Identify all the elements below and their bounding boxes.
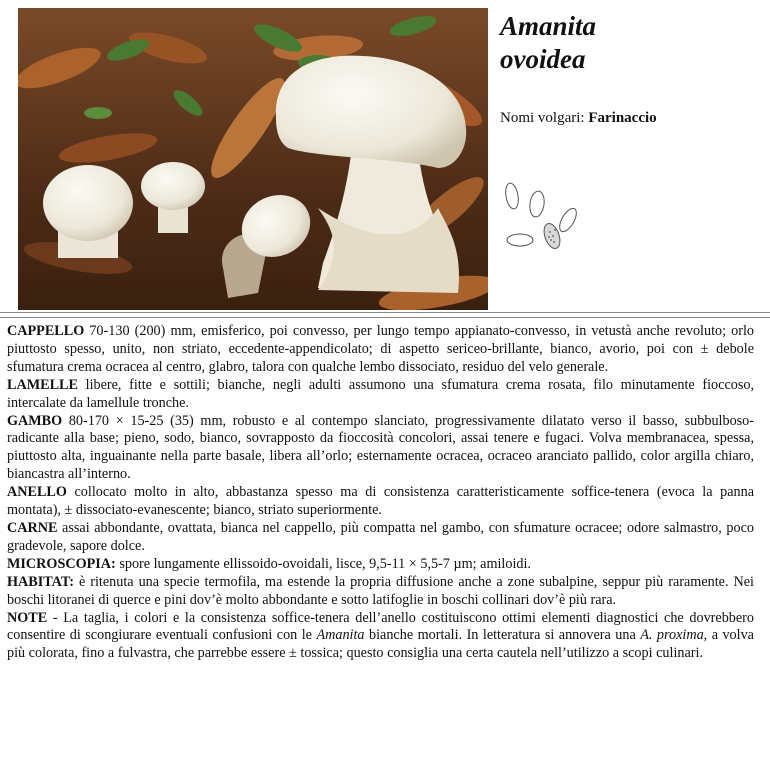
- section-text: assai abbondante, ovattata, bianca nel cappello, più compatta nel gambo, con sfumature ocracee; odore salmastro, poco gradevole, sapore dolce.: [7, 519, 754, 554]
- section-text: 80-170 × 15-25 (35) mm, robusto e al contempo slanciato, progressivamente dilatato verso il basso, subbulboso-radicante alla base; pieno, sodo, bianco, sovrapposto da fioccosità concolori, assai tenere e fugaci. Volva membranacea, spessa, piuttosto alta, inguainante nella parte basale, libera all’orlo; esternamente ocracea, ocraceo aranciato pallido, color argilla chiaro, biancastra all’interno.: [7, 412, 754, 483]
- divider-top: [0, 312, 770, 313]
- section-text: collocato molto in alto, abbastanza spesso ma di consistenza caratteristicamente soffice-tenera (evoca la panna montata), ± dissociato-evanescente; bianco, striato superiormente.: [7, 484, 754, 519]
- section-text: 70-130 (200) mm, emisferico, poi convesso, per lungo tempo appianato-convesso, in vetustà anche revoluto; orlo piuttosto spesso, unito, non striato, eccedente-appendicolato; di aspetto sericeo-brillante, bianco, avorio, poi con ± debole sfumatura crema ocracea al centro, glabro, talora con qualche lembo dissociato, residuo del velo generale.: [7, 323, 754, 375]
- section-text: libere, fitte e sottili; bianche, negli adulti assumono una sfumatura crema rosata, filo minutamente fioccoso, intercalate da lamellule tronche.: [7, 376, 754, 411]
- species-title: [500, 10, 760, 76]
- species-description: [7, 323, 754, 663]
- divider-bottom: [0, 317, 770, 318]
- section-text: è ritenuta una specie termofila, ma estende la propria diffusione anche a zone subalpine, seppur più raramente. Nei boschi litoranei di querce e pini dov’è molto abbondante e sotto latifoglie in boschi collinari dov’è più rara.: [7, 573, 754, 608]
- mushroom-photo: [18, 8, 488, 310]
- common-names-value: Farinaccio: [588, 110, 657, 126]
- section-heading: NOTE: [7, 609, 48, 626]
- title-species: ovoidea: [500, 44, 586, 74]
- section-note: [7, 610, 754, 664]
- note-text-1: - La taglia, i colori e la consistenza soffice-tenera dell’anello costituiscono ottimi elementi diagnostici che dovrebbero consentire di scongiurare eventuali confusioni con le: [7, 609, 754, 644]
- section-anello: [7, 484, 754, 520]
- section-lamelle: [7, 377, 754, 413]
- spores-drawing: [500, 178, 590, 258]
- note-text-3: , a volva più colorata, fino a fulvastra, che parrebbe essere ± tossica; questo consiglia una certa cautela nell’utilizzo a scopi culinari.: [7, 627, 754, 662]
- note-italic-2: A. proxima: [640, 627, 704, 644]
- section-microscopia: [7, 556, 754, 574]
- section-heading: GAMBO: [7, 412, 63, 429]
- common-names: [500, 110, 657, 127]
- section-heading: CARNE: [7, 519, 58, 536]
- section-habitat: [7, 574, 754, 610]
- section-carne: [7, 520, 754, 556]
- section-cappello: [7, 323, 754, 377]
- section-heading: ANELLO: [7, 484, 67, 501]
- section-heading: LAMELLE: [7, 376, 78, 393]
- section-text: spore lungamente ellissoido-ovoidali, lisce, 9,5-11 × 5,5-7 µm; amiloidi.: [115, 555, 531, 572]
- common-names-label: Nomi volgari:: [500, 110, 585, 126]
- section-gambo: [7, 413, 754, 485]
- note-italic-1: Amanita: [316, 627, 365, 644]
- title-genus: Amanita: [500, 11, 597, 41]
- section-heading: CAPPELLO: [7, 323, 85, 339]
- note-text-2: bianche mortali. In letteratura si annovera una: [364, 627, 641, 644]
- section-heading: HABITAT:: [7, 573, 74, 590]
- section-heading: MICROSCOPIA:: [7, 555, 116, 572]
